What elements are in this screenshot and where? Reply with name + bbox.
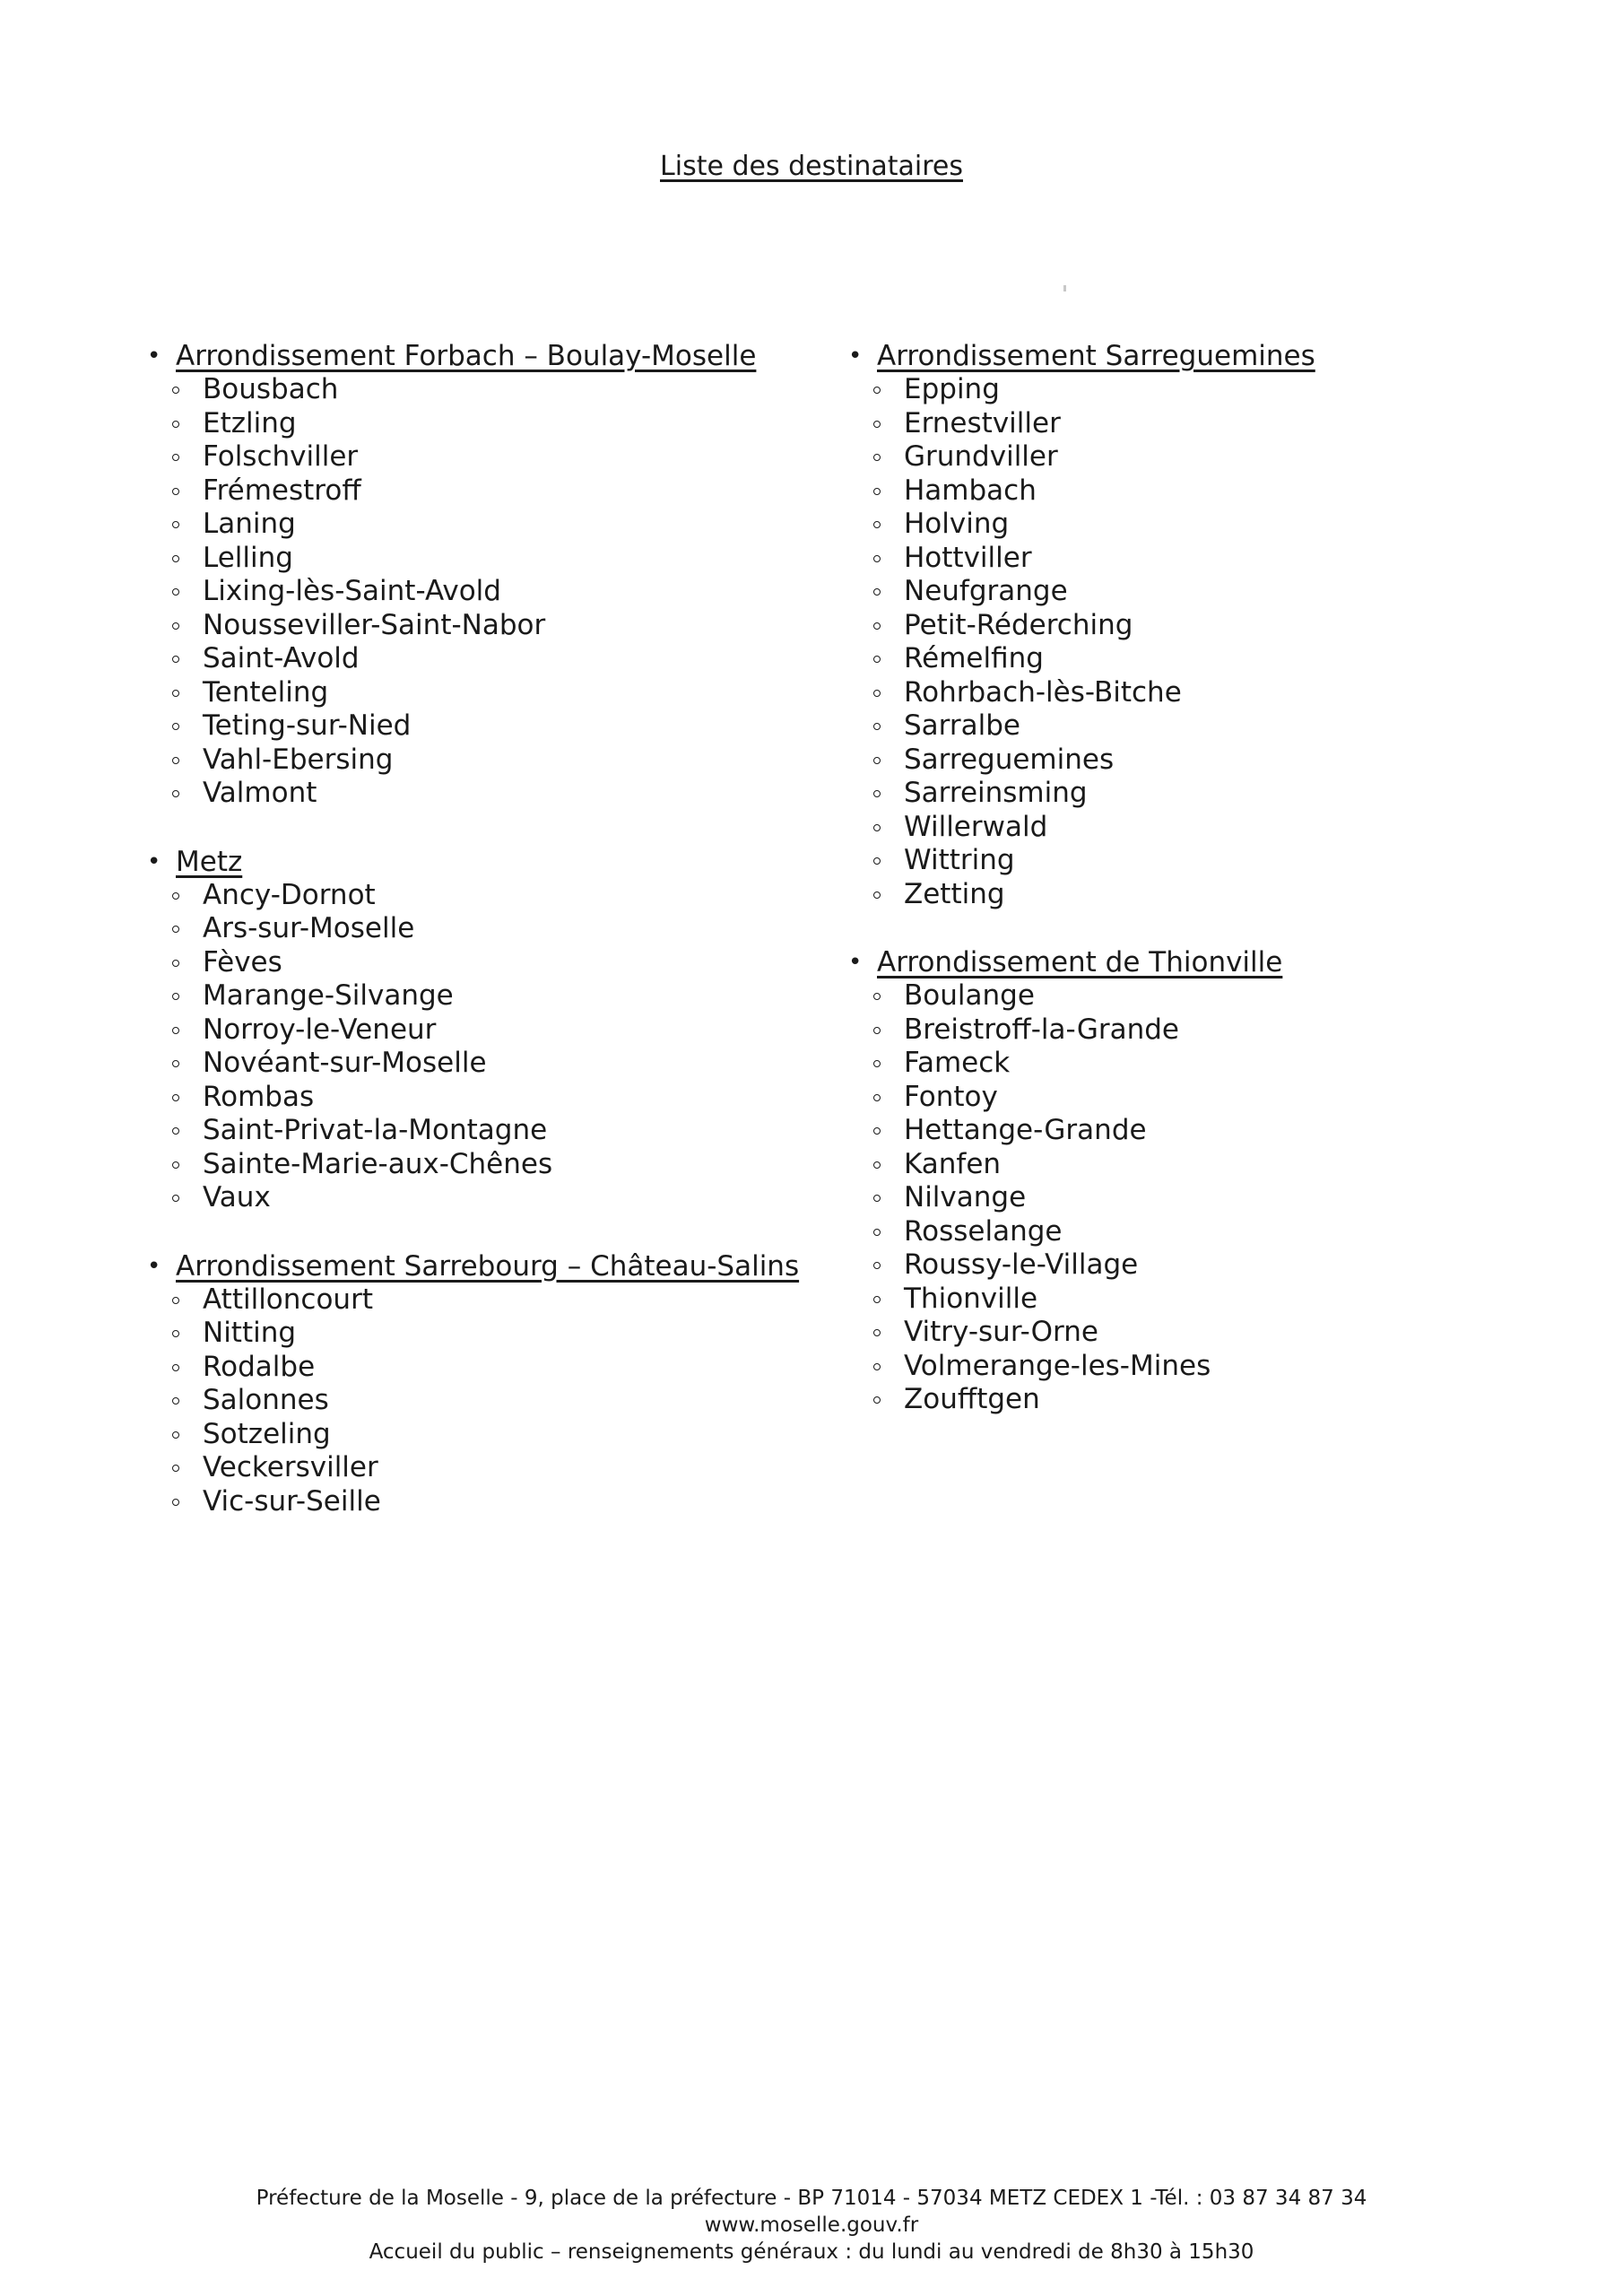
bullet-icon: • — [147, 1252, 161, 1280]
bullet-icon: • — [848, 949, 863, 976]
list-item — [145, 946, 827, 980]
section-heading — [145, 339, 827, 373]
list-item — [846, 777, 1546, 811]
section-heading-text: Arrondissement Sarreguemines — [877, 340, 1315, 372]
circle-bullet-icon — [873, 891, 881, 899]
commune-name: Marange-Silvange — [203, 979, 454, 1012]
commune-name: Ars-sur-Moselle — [203, 912, 415, 944]
list-item — [145, 1181, 827, 1215]
circle-bullet-icon — [873, 622, 881, 630]
commune-name: Vic-sur-Seille — [203, 1484, 381, 1518]
list-item — [846, 1181, 1546, 1215]
commune-name: Vaux — [203, 1181, 271, 1213]
commune-name: Rohrbach-lès-Bitche — [904, 675, 1182, 709]
list-item — [145, 912, 827, 946]
commune-name: Frémestroff — [203, 474, 361, 507]
list-item — [846, 709, 1546, 744]
circle-bullet-icon — [873, 690, 881, 697]
circle-bullet-icon — [172, 892, 179, 900]
circle-bullet-icon — [873, 555, 881, 562]
circle-bullet-icon — [172, 588, 179, 596]
list-item — [846, 407, 1546, 441]
circle-bullet-icon — [873, 656, 881, 663]
list-item — [145, 1283, 827, 1318]
circle-bullet-icon — [172, 421, 179, 428]
bullet-icon: • — [147, 848, 161, 875]
commune-name: Laning — [203, 508, 296, 540]
commune-name: Lixing-lès-Saint-Avold — [203, 575, 501, 607]
list-item — [145, 373, 827, 407]
circle-bullet-icon — [172, 926, 179, 933]
commune-name: Volmerange-les-Mines — [904, 1349, 1211, 1382]
list-item — [846, 744, 1546, 778]
commune-name: Petit-Réderching — [904, 608, 1133, 641]
circle-bullet-icon — [873, 488, 881, 495]
circle-bullet-icon — [172, 1195, 179, 1202]
list-item — [846, 474, 1546, 509]
circle-bullet-icon — [873, 1262, 881, 1269]
left-column — [145, 339, 827, 1552]
commune-name: Sotzeling — [203, 1417, 331, 1450]
list-item — [846, 642, 1546, 676]
commune-name: Saint-Privat-la-Montagne — [203, 1114, 548, 1146]
commune-name: Zoufftgen — [904, 1383, 1040, 1415]
list-item — [846, 1081, 1546, 1115]
commune-name: Hettange-Grande — [904, 1114, 1147, 1146]
circle-bullet-icon — [873, 1396, 881, 1404]
list-item — [846, 508, 1546, 542]
commune-name: Fontoy — [904, 1080, 998, 1113]
list-item — [846, 1248, 1546, 1283]
circle-bullet-icon — [873, 1027, 881, 1034]
list-item — [145, 744, 827, 778]
circle-bullet-icon — [172, 387, 179, 394]
list-item — [145, 979, 827, 1013]
list-item — [145, 1418, 827, 1452]
commune-name: Rombas — [203, 1080, 315, 1113]
footer-address: Préfecture de la Moselle - 9, place de la préfecture - BP 71014 - 57034 METZ CEDEX 1 -Tél. : 03 87 34 87 34 — [256, 2187, 1367, 2210]
list-item — [145, 1013, 827, 1048]
circle-bullet-icon — [873, 857, 881, 865]
circle-bullet-icon — [172, 960, 179, 967]
section-heading-text: Arrondissement Forbach – Boulay-Moselle — [176, 340, 757, 372]
bullet-icon: • — [147, 343, 161, 370]
commune-name: Norroy-le-Veneur — [203, 1013, 437, 1046]
section-heading-text: Arrondissement Sarrebourg – Château-Salins — [176, 1249, 800, 1283]
circle-bullet-icon — [172, 993, 179, 1000]
list-item — [846, 1350, 1546, 1384]
list-item — [846, 1013, 1546, 1048]
circle-bullet-icon — [873, 421, 881, 428]
circle-bullet-icon — [172, 1499, 179, 1506]
commune-name: Hottviller — [904, 541, 1032, 574]
section-metz — [145, 845, 827, 1215]
list-item — [846, 1047, 1546, 1081]
commune-name: Teting-sur-Nied — [203, 709, 412, 742]
list-item — [846, 1283, 1546, 1317]
list-item — [846, 1316, 1546, 1350]
commune-name: Sarreinsming — [904, 777, 1088, 809]
commune-name: Fameck — [904, 1047, 1011, 1079]
circle-bullet-icon — [873, 454, 881, 461]
circle-bullet-icon — [873, 1296, 881, 1303]
list-item — [846, 676, 1546, 710]
circle-bullet-icon — [172, 1431, 179, 1439]
commune-name: Nilvange — [904, 1181, 1027, 1213]
circle-bullet-icon — [873, 1060, 881, 1067]
list-item — [145, 508, 827, 542]
commune-name: Saint-Avold — [203, 642, 360, 674]
commune-name: Sainte-Marie-aux-Chênes — [203, 1147, 553, 1180]
list-item — [145, 575, 827, 609]
section-heading — [846, 339, 1546, 373]
circle-bullet-icon — [873, 521, 881, 528]
list-item — [846, 844, 1546, 878]
list-item — [145, 1317, 827, 1351]
circle-bullet-icon — [172, 488, 179, 495]
section-sarrebourg-chateau-salins — [145, 1249, 827, 1519]
circle-bullet-icon — [873, 1161, 881, 1169]
circle-bullet-icon — [172, 622, 179, 630]
circle-bullet-icon — [873, 1363, 881, 1370]
footer — [0, 2185, 1623, 2266]
circle-bullet-icon — [172, 1094, 179, 1101]
circle-bullet-icon — [172, 1397, 179, 1405]
section-heading — [145, 845, 827, 879]
circle-bullet-icon — [172, 790, 179, 797]
commune-name: Novéant-sur-Moselle — [203, 1047, 487, 1079]
list-item — [145, 609, 827, 643]
list-item — [846, 373, 1546, 407]
circle-bullet-icon — [172, 656, 179, 663]
commune-name: Folschviller — [203, 440, 359, 473]
list-item — [145, 542, 827, 576]
commune-name: Holving — [904, 508, 1010, 540]
scan-speck — [1063, 285, 1066, 291]
circle-bullet-icon — [172, 454, 179, 461]
list-item — [145, 1451, 827, 1485]
circle-bullet-icon — [172, 1364, 179, 1371]
circle-bullet-icon — [873, 1329, 881, 1336]
commune-name: Roussy-le-Village — [904, 1248, 1139, 1281]
commune-name: Epping — [904, 373, 1000, 405]
list-item — [846, 979, 1546, 1013]
commune-name: Boulange — [904, 979, 1035, 1012]
list-item — [145, 709, 827, 744]
circle-bullet-icon — [873, 1195, 881, 1202]
commune-name: Willerwald — [904, 810, 1048, 843]
section-heading-text: Arrondissement de Thionville — [877, 946, 1283, 978]
list-item — [846, 1215, 1546, 1249]
circle-bullet-icon — [873, 588, 881, 596]
commune-name: Vahl-Ebersing — [203, 743, 394, 776]
list-item — [846, 609, 1546, 643]
circle-bullet-icon — [172, 1127, 179, 1135]
commune-name: Rémelfing — [904, 642, 1044, 674]
list-item — [846, 878, 1546, 912]
commune-name: Attilloncourt — [203, 1283, 373, 1316]
list-item — [145, 1351, 827, 1385]
circle-bullet-icon — [172, 1027, 179, 1034]
circle-bullet-icon — [873, 1127, 881, 1135]
list-item — [145, 676, 827, 710]
commune-name: Nousseviller-Saint-Nabor — [203, 608, 546, 641]
commune-name: Wittring — [904, 844, 1015, 876]
commune-name: Etzling — [203, 406, 297, 439]
circle-bullet-icon — [873, 993, 881, 1000]
commune-name: Rosselange — [904, 1214, 1063, 1248]
list-item — [846, 1148, 1546, 1182]
commune-name: Zetting — [904, 877, 1005, 910]
section-heading — [145, 1249, 827, 1283]
commune-name: Lelling — [203, 541, 293, 574]
list-item — [145, 879, 827, 913]
right-column — [846, 339, 1546, 1451]
list-item — [846, 440, 1546, 474]
list-item — [145, 777, 827, 811]
commune-name: Rodalbe — [203, 1350, 316, 1383]
circle-bullet-icon — [873, 723, 881, 730]
page-title: Liste des destinataires — [660, 151, 963, 182]
commune-name: Kanfen — [904, 1147, 1002, 1180]
section-heading-text: Metz — [176, 845, 243, 878]
commune-name: Hambach — [904, 474, 1037, 507]
commune-name: Thionville — [904, 1282, 1038, 1315]
circle-bullet-icon — [172, 555, 179, 562]
circle-bullet-icon — [172, 1161, 179, 1169]
circle-bullet-icon — [172, 521, 179, 528]
commune-name: Nitting — [203, 1317, 297, 1349]
section-thionville — [846, 945, 1546, 1417]
commune-name: Sarralbe — [904, 709, 1020, 742]
section-heading — [846, 945, 1546, 979]
commune-name: Fèves — [203, 945, 282, 978]
circle-bullet-icon — [172, 723, 179, 730]
list-item — [145, 1081, 827, 1115]
circle-bullet-icon — [172, 690, 179, 697]
circle-bullet-icon — [172, 1330, 179, 1337]
circle-bullet-icon — [873, 1094, 881, 1101]
section-sarreguemines — [846, 339, 1546, 911]
circle-bullet-icon — [873, 387, 881, 394]
commune-name: Neufgrange — [904, 575, 1068, 607]
commune-name: Bousbach — [203, 373, 339, 405]
commune-name: Ancy-Dornot — [203, 878, 376, 911]
list-item — [145, 407, 827, 441]
list-item — [145, 1148, 827, 1182]
list-item — [846, 542, 1546, 576]
list-item — [145, 1485, 827, 1519]
circle-bullet-icon — [172, 1060, 179, 1067]
list-item — [145, 440, 827, 474]
list-item — [145, 1047, 827, 1081]
bullet-icon: • — [848, 343, 863, 370]
commune-name: Veckersviller — [203, 1451, 378, 1483]
circle-bullet-icon — [873, 1229, 881, 1236]
commune-name: Salonnes — [203, 1384, 329, 1416]
footer-opening-hours: Accueil du public – renseignements généraux : du lundi au vendredi de 8h30 à 15h30 — [369, 2240, 1254, 2264]
commune-name: Vitry-sur-Orne — [904, 1316, 1098, 1348]
circle-bullet-icon — [172, 1297, 179, 1304]
commune-name: Grundviller — [904, 440, 1058, 473]
circle-bullet-icon — [172, 1465, 179, 1472]
commune-name: Valmont — [203, 777, 317, 809]
list-item — [145, 1384, 827, 1418]
circle-bullet-icon — [873, 824, 881, 831]
list-item — [846, 811, 1546, 845]
commune-name: Sarreguemines — [904, 743, 1115, 776]
commune-name: Ernestviller — [904, 406, 1061, 439]
list-item — [846, 1114, 1546, 1148]
circle-bullet-icon — [172, 757, 179, 764]
section-forbach-boulay — [145, 339, 827, 811]
list-item — [145, 642, 827, 676]
commune-name: Breistroff-la-Grande — [904, 1013, 1179, 1046]
list-item — [145, 474, 827, 509]
commune-name: Tenteling — [203, 675, 329, 709]
circle-bullet-icon — [873, 757, 881, 764]
circle-bullet-icon — [873, 790, 881, 797]
list-item — [846, 575, 1546, 609]
list-item — [846, 1383, 1546, 1417]
list-item — [145, 1114, 827, 1148]
footer-website: www.moselle.gouv.fr — [704, 2213, 919, 2237]
